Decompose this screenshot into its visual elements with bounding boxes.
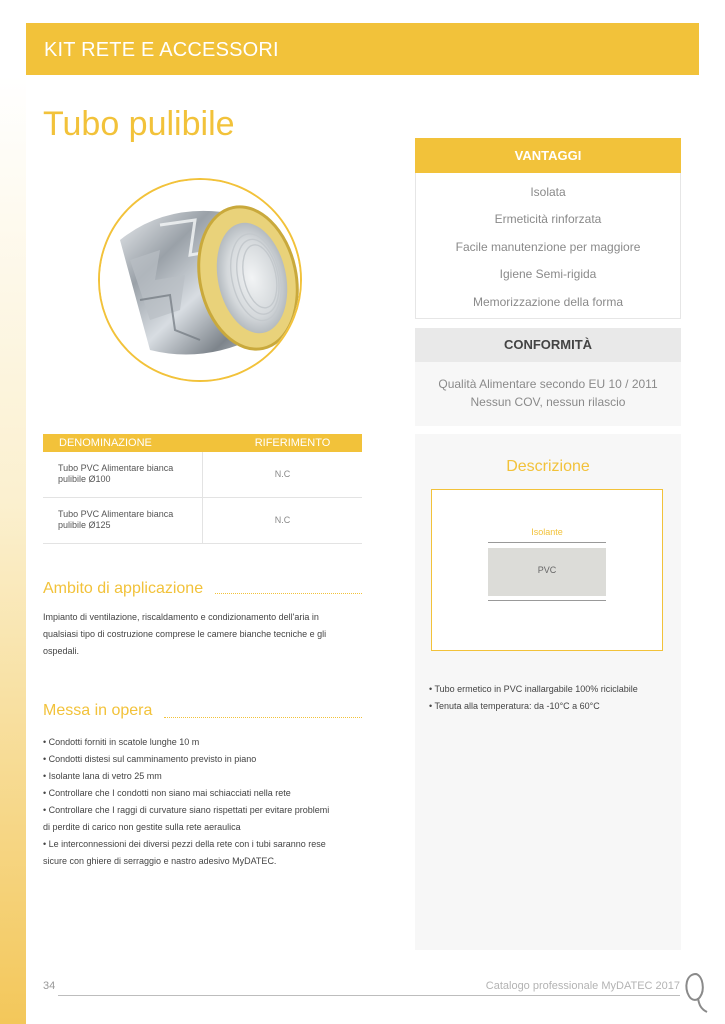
vantaggi-item: Memorizzazione della forma xyxy=(472,295,624,309)
ambito-line: Impianto di ventilazione, riscaldamento e condizionamento dell'aria in xyxy=(43,612,319,622)
page-number: 34 xyxy=(43,980,56,992)
table-cell-name xyxy=(43,452,203,497)
section-title: KIT RETE E ACCESSORI xyxy=(44,39,279,61)
brand-logo-icon xyxy=(681,970,711,1014)
list-item: • Condotti distesi sul camminamento previsto in piano xyxy=(43,754,257,764)
name-line: Tubo PVC Alimentare bianca xyxy=(58,463,174,473)
ambito-dotted-rule xyxy=(215,593,362,594)
column-header-denominazione: DENOMINAZIONE xyxy=(59,437,152,449)
conformita-line: Nessun COV, nessun rilascio xyxy=(470,395,626,409)
side-gradient-strip xyxy=(0,75,26,1024)
table-row xyxy=(43,452,362,498)
messa-dotted-rule xyxy=(164,717,362,718)
column-header-riferimento: RIFERIMENTO xyxy=(254,437,331,449)
catalog-label: Catalogo professionale MyDATEC 2017 xyxy=(485,980,680,992)
product-photo xyxy=(98,178,302,382)
conformita-text xyxy=(415,362,681,426)
vantaggi-item: Igiene Semi-rigida xyxy=(499,267,597,281)
list-item: • Tubo ermetico in PVC inallargabile 100% riciclabile xyxy=(429,684,638,694)
list-item: • Isolante lana di vetro 25 mm xyxy=(43,771,162,781)
conformita-header: CONFORMITÀ xyxy=(415,328,681,362)
table-cell-name xyxy=(43,498,203,543)
list-item: • Le interconnessioni dei diversi pezzi della rete con i tubi saranno rese xyxy=(43,839,326,849)
list-item: • Tenuta alla temperatura: da -10°C a 60°C xyxy=(429,701,600,711)
list-item: sicure con ghiere di serraggio e nastro adesivo MyDATEC. xyxy=(43,856,277,866)
list-item: • Controllare che I condotti non siano mai schiacciati nella rete xyxy=(43,788,291,798)
footer-rule xyxy=(58,995,680,996)
pvc-layer xyxy=(488,548,606,596)
table-row xyxy=(43,498,362,544)
descrizione-title: Descrizione xyxy=(506,458,590,475)
outer-layer-line xyxy=(488,542,606,543)
table-header xyxy=(43,434,362,452)
descrizione-list xyxy=(429,681,679,715)
list-item: di perdite di carico non gestite sulla rete aeraulica xyxy=(43,822,241,832)
inner-layer-line xyxy=(488,600,606,601)
pvc-label: PVC xyxy=(537,565,557,575)
conformita-line: Qualità Alimentare secondo EU 10 / 2011 xyxy=(438,377,658,391)
page-title: Tubo pulibile xyxy=(43,105,235,143)
isolante-label: Isolante xyxy=(531,527,563,537)
list-item: • Condotti forniti in scatole lunghe 10 m xyxy=(43,737,200,747)
table-cell-ref: N.C xyxy=(274,469,291,479)
descrizione-panel xyxy=(415,434,681,950)
table-cell-ref: N.C xyxy=(274,515,291,525)
ambito-title: Ambito di applicazione xyxy=(43,580,211,598)
ambito-line: qualsiasi tipo di costruzione comprese le camere bianche tecniche e gli xyxy=(43,629,327,639)
name-line: pulibile Ø100 xyxy=(58,474,111,484)
ambito-text xyxy=(43,609,363,660)
list-item: • Controllare che I raggi di curvature siano rispettati per evitare problemi xyxy=(43,805,330,815)
name-line: Tubo PVC Alimentare bianca xyxy=(58,509,174,519)
vantaggi-header: VANTAGGI xyxy=(415,138,681,173)
messa-title: Messa in opera xyxy=(43,702,160,720)
messa-list xyxy=(43,734,363,870)
cross-section-diagram xyxy=(431,489,663,651)
vantaggi-item: Facile manutenzione per maggiore xyxy=(455,240,641,254)
vantaggi-list xyxy=(415,173,681,319)
section-header-band xyxy=(26,23,699,75)
product-table xyxy=(43,434,362,544)
vantaggi-item: Ermeticità rinforzata xyxy=(494,212,602,226)
insulated-duct-illustration xyxy=(100,180,302,382)
vantaggi-item: Isolata xyxy=(530,185,566,199)
ambito-line: ospedali. xyxy=(43,646,80,656)
name-line: pulibile Ø125 xyxy=(58,520,111,530)
